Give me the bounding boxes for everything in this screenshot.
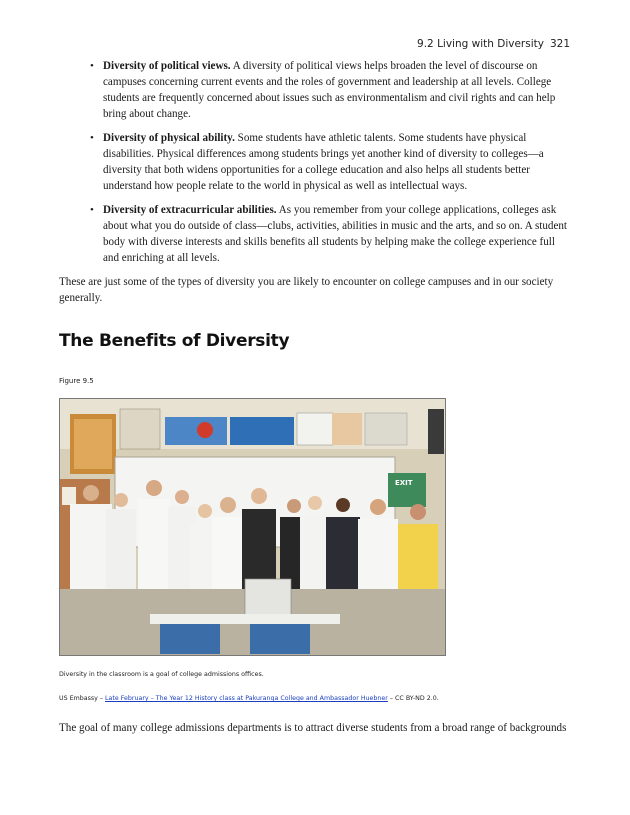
- bullet-political-views: [103, 58, 573, 122]
- bullet-physical-ability: [103, 130, 573, 194]
- running-header: [417, 38, 570, 50]
- header-title: 9.2 Living with Diversity: [417, 38, 544, 50]
- closing-paragraph: The goal of many college admissions departments is to attract diverse students from a broad range of backgrounds: [59, 722, 567, 734]
- figure-credit: [59, 695, 439, 702]
- credit-prefix: US Embassy –: [59, 695, 106, 702]
- figure-caption: Diversity in the classroom is a goal of college admissions offices.: [59, 671, 264, 678]
- bullet-text: Some students have athletic talents. Some students have physical disabilities. Physical differences among students brings yet another kind of diversity to colleges—a diversity that both widens opportunities for a college education and also helps all students better understand how people relate to the world in physical as well as intellectual ways.: [103, 132, 544, 192]
- bullet-term: Diversity of political views.: [103, 60, 231, 72]
- section-heading: The Benefits of Diversity: [59, 331, 290, 351]
- bullet-text: As you remember from your college applications, colleges ask about what you do outside of class—clubs, activities, abilities in music and the arts, and so on. A student body with diverse interests and skills benefits all students by helping make the college experience full and enriching at all levels.: [103, 204, 568, 264]
- bullet-term: Diversity of extracurricular abilities.: [103, 204, 277, 216]
- figure-label: Figure 9.5: [59, 377, 94, 385]
- exit-sign-text: EXIT: [395, 479, 413, 487]
- page-number: 321: [549, 38, 570, 50]
- credit-source-link[interactable]: Late February – The Year 12 History class at Pakuranga College and Ambassador Huebner: [105, 695, 388, 702]
- classroom-photo: [59, 398, 446, 656]
- summary-paragraph: These are just some of the types of diversity you are likely to encounter on college campuses and in our society generally.: [59, 276, 554, 304]
- classroom-illustration: [60, 399, 445, 655]
- bullet-extracurricular: [103, 202, 573, 266]
- credit-license: – CC BY-ND 2.0.: [387, 695, 439, 702]
- bullet-term: Diversity of physical ability.: [103, 132, 235, 144]
- bullet-text: A diversity of political views helps broaden the level of discourse on campuses concerning current events and the roles of government and leadership at all levels. College students are frequently concerned about issues such as environmentalism and civil rights and can help bring about change.: [103, 60, 556, 120]
- diversity-bullet-list: [59, 58, 573, 274]
